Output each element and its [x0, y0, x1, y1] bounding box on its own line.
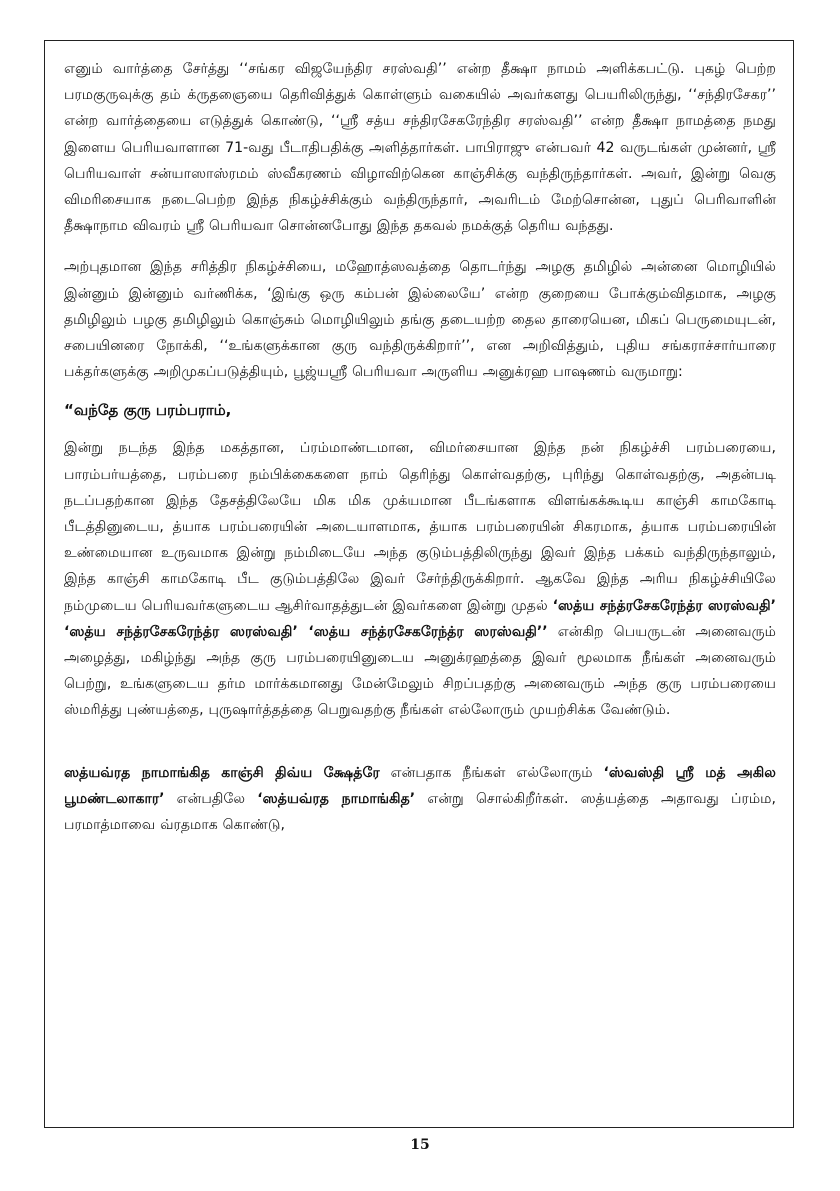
paragraph-3-bold-names: ‘ஸத்ய சந்த்ரசேகரேந்த்ர ஸரஸ்வதி’ ‘ஸத்ய சந்த்ரசேகரேந்த்ர ஸரஸ்வதி’ ‘ஸத்ய சந்த்ரசேகரேந்த்ர ஸரஸ்வதி’’: [64, 597, 776, 640]
paragraph-4-text-3: என்று சொல்கிறீர்கள். ஸத்யத்தை அதாவது ப்ரம்ம, பரமாத்மாவை வ்ரதமாக கொண்டு,: [64, 790, 776, 834]
paragraph-4-bold-1: ஸத்யவ்ரத நாமாங்கித காஞ்சி திவ்ய க்ஷேத்ரே: [64, 764, 380, 781]
paragraph-1: எனும் வார்த்தை சேர்த்து ‘‘சங்கர விஜயேந்திர சரஸ்வதி’’ என்ற தீக்ஷா நாமம் அளிக்கபட்டு. புகழ் பெற்ற பரமகுருவுக்கு தம் க்ருதஞையை தெரிவித்துக் கொள்ளும் வகையில் அவர்களது பெயரிலிருந்து, ‘‘சந்திரசேகர’’ என்ற வார்த்தையை எடுத்துக் கொண்டு, ‘‘ஸ்ரீ சத்ய சந்திரசேகரேந்திர சரஸ்வதி’’ என்ற தீக்ஷா நாமத்தை நமது இளைய பெரியவாளான 71-வது பீடாதிபதிக்கு அளித்தார்கள். பாபிராஜு என்பவர் 42 வருடங்கள் முன்னர், ஸ்ரீ பெரியவாள் சன்யாஸாஸ்ரமம் ஸ்வீகரணம் விழாவிற்கென காஞ்சிக்கு வந்திருந்தார்கள். அவர், இன்று வெகு விமரிசையாக நடைபெற்ற இந்த நிகழ்ச்சிக்கும் வந்திருந்தார், அவரிடம் மேற்சொன்ன, புதுப் பெரிவாளின் தீக்ஷாநாம விவரம் ஸ்ரீ பெரியவா சொன்னபோது இந்த தகவல் நமக்குத் தெரிய வந்தது.: [64, 61, 776, 235]
page-body: [64, 56, 776, 838]
paragraph-2: அற்புதமான இந்த சரித்திர நிகழ்ச்சியை, மஹோத்ஸவத்தை தொடர்ந்து அழகு தமிழில் அன்னை மொழியில் இன்னும் இன்னும் வர்ணிக்க, ‘இங்கு ஒரு கம்பன் இல்லையே’ என்ற குறையை போக்கும்விதமாக, அழகு தமிழிலும் பழகு தமிழிலும் கொஞ்சும் மொழியிலும் தங்கு தடையற்ற தைல தாரையென, மிகப் பெருமையுடன், சபையினரை நோக்கி, ‘‘உங்களுக்கான குரு வந்திருக்கிறார்’’, என அறிவித்தும், புதிய சங்கராச்சார்யாரை பக்தர்களுக்கு அறிமுகப்படுத்தியும், பூஜ்யஸ்ரீ பெரியவா அருளிய அனுக்ரஹ பாஷணம் வருமாறு:: [64, 259, 776, 381]
paragraph-4: [64, 760, 776, 839]
paragraph-3-text-1: இன்று நடந்த இந்த மகத்தான, ப்ரம்மாண்டமான, விமர்சையான இந்த நன் நிகழ்ச்சி பரம்பரையை, பாரம்பர்யத்தை, பரம்பரை நம்பிக்கைகளை நாம் தெரிந்து கொள்வதற்கு, புரிந்து கொள்வதற்கு, அதன்படி நடப்பதற்கான இந்த தேசத்திலேயே மிக மிக முக்யமான பீடங்களாக விளங்கக்கூடிய காஞ்சி காமகோடி பீடத்தினுடைய, த்யாக பரம்பரையின் அடையாளமாக, த்யாக பரம்பரையின் சிகரமாக, த்யாக பரம்பரையின் உண்மையான உருவமாக இன்று நம்மிடையே அந்த குடும்பத்திலிருந்து இவர் இந்த பக்கம் வந்திருந்தாலும், இந்த காஞ்சி காமகோடி பீட குடும்பத்திலே இவர் சேர்ந்திருக்கிறார். ஆகவே இந்த அரிய நிகழ்ச்சியிலே நம்முடைய பெரியவர்களுடைய ஆசிர்வாதத்துடன் இவர்களை இன்று முதல்: [64, 440, 776, 614]
paragraph-3-text-2: என்கிற பெயருடன் அனைவரும் அழைத்து, மகிழ்ந்து அந்த குரு பரம்பரையினுடைய அனுக்ரஹத்தை இவர் மூலமாக நீங்கள் அனைவரும் பெற்று, உங்களுடைய தர்ம மார்க்கமானது மேன்மேலும் சிறப்பதற்கு அனைவரும் அந்த குரு பரம்பரையை ஸ்மரித்து புண்யத்தை, புருஷார்த்தத்தை பெறுவதற்கு நீங்கள் எல்லோரும் முயற்சிக்க வேண்டும்.: [64, 623, 776, 719]
paragraph-3: [64, 435, 776, 723]
paragraph-4-bold-3: ‘ஸத்யவ்ரத நாமாங்கித’: [257, 790, 416, 807]
section-heading: “வந்தே குரு பரம்பராம்,: [64, 401, 232, 420]
paragraph-4-text-2: என்பதிலே: [164, 790, 258, 807]
page-number: 15: [410, 1137, 430, 1153]
paragraph-4-bold-2: ‘ஸ்வஸ்தி ஸ்ரீ மத் அகில பூமண்டலாகார’: [64, 764, 776, 807]
paragraph-4-text-1: என்பதாக நீங்கள் எல்லோரும்: [379, 764, 604, 781]
